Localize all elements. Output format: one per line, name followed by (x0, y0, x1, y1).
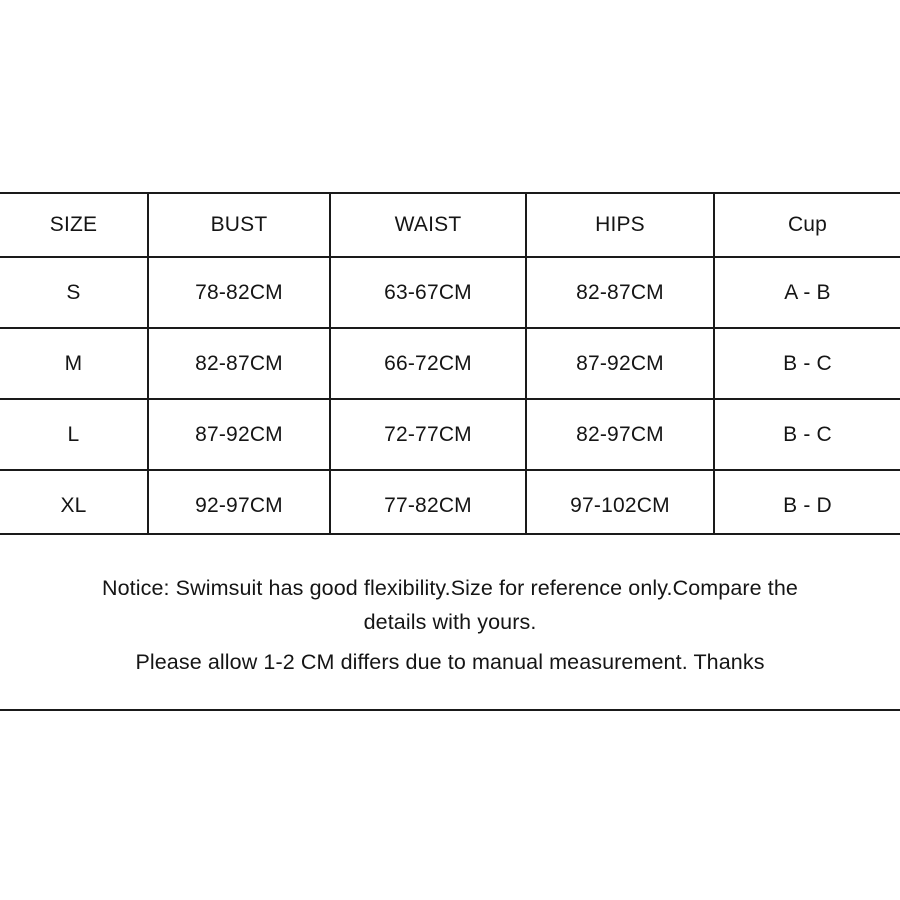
cell-waist: 72-77CM (330, 399, 526, 470)
table-row (0, 257, 900, 328)
table-row (0, 399, 900, 470)
table-row (0, 328, 900, 399)
cell-bust: 87-92CM (148, 399, 330, 470)
cell-cup: B - D (714, 470, 900, 540)
column-header-cup: Cup (714, 194, 900, 257)
column-header-hips: HIPS (526, 194, 714, 257)
cell-waist: 77-82CM (330, 470, 526, 540)
table-header (0, 194, 900, 257)
column-header-size: SIZE (0, 194, 148, 257)
cell-cup: B - C (714, 399, 900, 470)
cell-bust: 78-82CM (148, 257, 330, 328)
notice-line-1: Notice: Swimsuit has good flexibility.Size for reference only.Compare the (101, 576, 798, 600)
cell-hips: 82-97CM (526, 399, 714, 470)
cell-cup: B - C (714, 328, 900, 399)
cell-size: M (0, 328, 148, 399)
notice-block (0, 533, 900, 711)
cell-size: L (0, 399, 148, 470)
cell-hips: 87-92CM (526, 328, 714, 399)
column-header-bust: BUST (148, 194, 330, 257)
notice-line-3: Please allow 1-2 CM differs due to manual measurement. Thanks (135, 650, 765, 674)
table-header-row (0, 194, 900, 257)
size-chart-table (0, 194, 900, 540)
cell-size: XL (0, 470, 148, 540)
cell-waist: 66-72CM (330, 328, 526, 399)
cell-hips: 82-87CM (526, 257, 714, 328)
size-chart-table-container (0, 192, 900, 542)
cell-cup: A - B (714, 257, 900, 328)
cell-hips: 97-102CM (526, 470, 714, 540)
cell-bust: 92-97CM (148, 470, 330, 540)
cell-size: S (0, 257, 148, 328)
cell-waist: 63-67CM (330, 257, 526, 328)
cell-bust: 82-87CM (148, 328, 330, 399)
table-body (0, 257, 900, 540)
table-row (0, 470, 900, 540)
column-header-waist: WAIST (330, 194, 526, 257)
notice-line-2: details with yours. (363, 610, 537, 634)
